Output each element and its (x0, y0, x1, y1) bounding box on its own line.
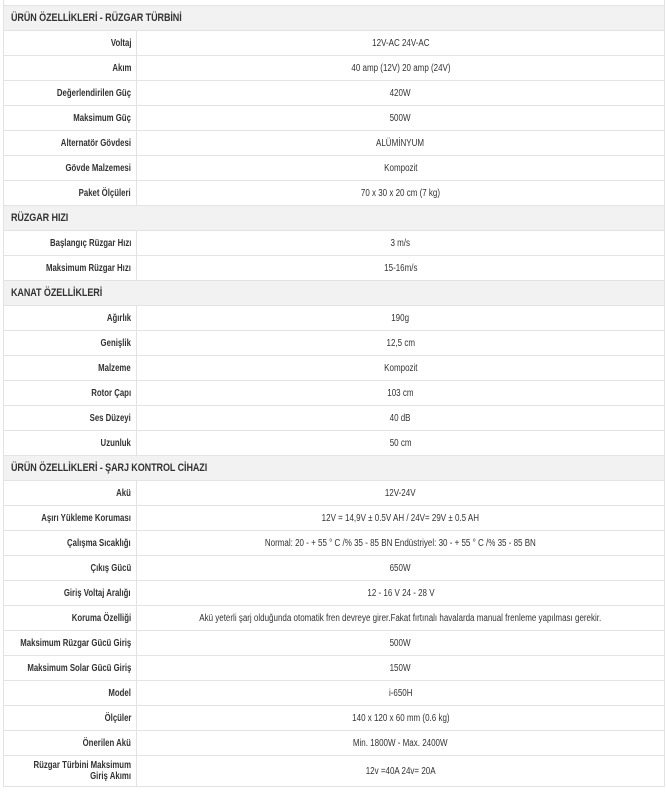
row-label: Çalışma Sıcaklığı (67, 537, 131, 549)
row-value: 103 cm (387, 387, 414, 399)
table-row (4, 481, 664, 506)
row-label: Paket Ölçüleri (78, 187, 131, 199)
row-value: Kompozit (383, 162, 418, 174)
table-row (4, 706, 664, 731)
row-value: 650W (390, 562, 411, 574)
section-header-charge-controller (4, 456, 664, 481)
section-header-turbine (4, 6, 664, 31)
table-row (4, 156, 664, 181)
table-row (4, 531, 664, 556)
row-label: Koruma Özelliği (71, 612, 131, 624)
row-label: Rotor Çapı (91, 387, 131, 399)
row-value: Kompozit (383, 362, 418, 374)
row-value: 500W (390, 112, 411, 124)
table-row (4, 56, 664, 81)
row-value: 140 x 120 x 60 mm (0.6 kg) (351, 712, 450, 724)
table-row (4, 406, 664, 431)
table-row (4, 656, 664, 681)
row-value: 12v =40A 24v= 20A (365, 765, 436, 777)
row-label: Ağırlık (106, 312, 131, 324)
table-row (4, 31, 664, 56)
row-label: Akım (111, 62, 131, 74)
table-row (4, 756, 664, 787)
table-row (4, 106, 664, 131)
table-row (4, 606, 664, 631)
row-label: Çıkış Gücü (90, 562, 131, 574)
table-row (4, 681, 664, 706)
row-value: Akü yeterli şarj olduğunda otomatik fren devreye girer.Fakat fırtınalı havalarda manual frenleme yapılması gerekir. (199, 612, 602, 624)
row-label: Model (108, 687, 131, 699)
row-label: Maksimum Rüzgar Hızı (46, 262, 131, 274)
table-row (4, 431, 664, 456)
row-label: Ses Düzeyi (89, 412, 131, 424)
row-label: Gövde Malzemesi (65, 162, 131, 174)
row-label: Ölçüler (104, 712, 131, 724)
table-row (4, 731, 664, 756)
section-title: KANAT ÖZELLİKLERİ (11, 287, 103, 299)
row-label: Başlangıç Rüzgar Hızı (49, 237, 131, 249)
table-row (4, 506, 664, 531)
table-row (4, 556, 664, 581)
row-value: 12V-24V (385, 487, 416, 499)
row-value: 15-16m/s (383, 262, 418, 274)
row-value: Min. 1800W - Max. 2400W (353, 737, 448, 749)
row-value: 40 amp (12V) 20 amp (24V) (350, 62, 451, 74)
row-label: Voltaj (110, 37, 131, 49)
row-label: Alternatör Gövdesi (60, 137, 131, 149)
row-label: Malzeme (98, 362, 131, 374)
section-title: ÜRÜN ÖZELLİKLERİ - ŞARJ KONTROL CİHAZI (11, 462, 208, 474)
spec-table (3, 0, 665, 787)
row-label: Aşırı Yükleme Koruması (41, 512, 131, 524)
row-value: 500W (390, 637, 411, 649)
row-label: Maksimum Rüzgar Gücü Giriş (20, 637, 131, 649)
row-label: Değerlendirilen Güç (56, 87, 131, 99)
row-label: Önerilen Akü (82, 737, 131, 749)
row-value: 50 cm (389, 437, 412, 449)
table-row (4, 631, 664, 656)
row-value: 3 m/s (390, 237, 411, 249)
table-row (4, 356, 664, 381)
row-label: Maksimum Solar Gücü Giriş (26, 662, 131, 674)
row-value: 12 - 16 V 24 - 28 V (366, 587, 435, 599)
row-value: 150W (390, 662, 411, 674)
table-row (4, 331, 664, 356)
table-row (4, 306, 664, 331)
row-value: 70 x 30 x 20 cm (7 kg) (360, 187, 441, 199)
row-label: Maksimum Güç (73, 112, 131, 124)
row-value: 190g (391, 312, 410, 324)
table-row (4, 81, 664, 106)
section-title: ÜRÜN ÖZELLİKLERİ - RÜZGAR TÜRBİNİ (11, 12, 182, 24)
row-value: ALÜMİNYUM (376, 137, 425, 149)
row-value: 420W (390, 87, 411, 99)
row-value: Normal: 20 - + 55 ° C /% 35 - 85 BN Endüstriyel: 30 - + 55 ° C /% 35 - 85 BN (265, 537, 536, 549)
section-header-blade (4, 281, 664, 306)
section-header-wind-speed (4, 206, 664, 231)
table-row (4, 231, 664, 256)
row-label: Akü (116, 487, 131, 499)
row-label: Genişlik (100, 337, 131, 349)
table-row (4, 581, 664, 606)
row-label: Giriş Voltaj Aralığı (64, 587, 131, 599)
table-row (4, 381, 664, 406)
row-value: 40 dB (390, 412, 411, 424)
row-label: Uzunluk (100, 437, 131, 449)
row-value: 12V = 14,9V ± 0.5V AH / 24V= 29V ± 0.5 AH (321, 512, 480, 524)
section-title: RÜZGAR HIZI (11, 212, 69, 224)
table-row (4, 256, 664, 281)
row-value: 12,5 cm (386, 337, 415, 349)
row-value: i-650H (388, 687, 413, 699)
table-row (4, 131, 664, 156)
table-row (4, 181, 664, 206)
row-label: Rüzgar Türbini Maksimum Giriş Akımı (33, 760, 131, 782)
row-value: 12V-AC 24V-AC (371, 37, 430, 49)
